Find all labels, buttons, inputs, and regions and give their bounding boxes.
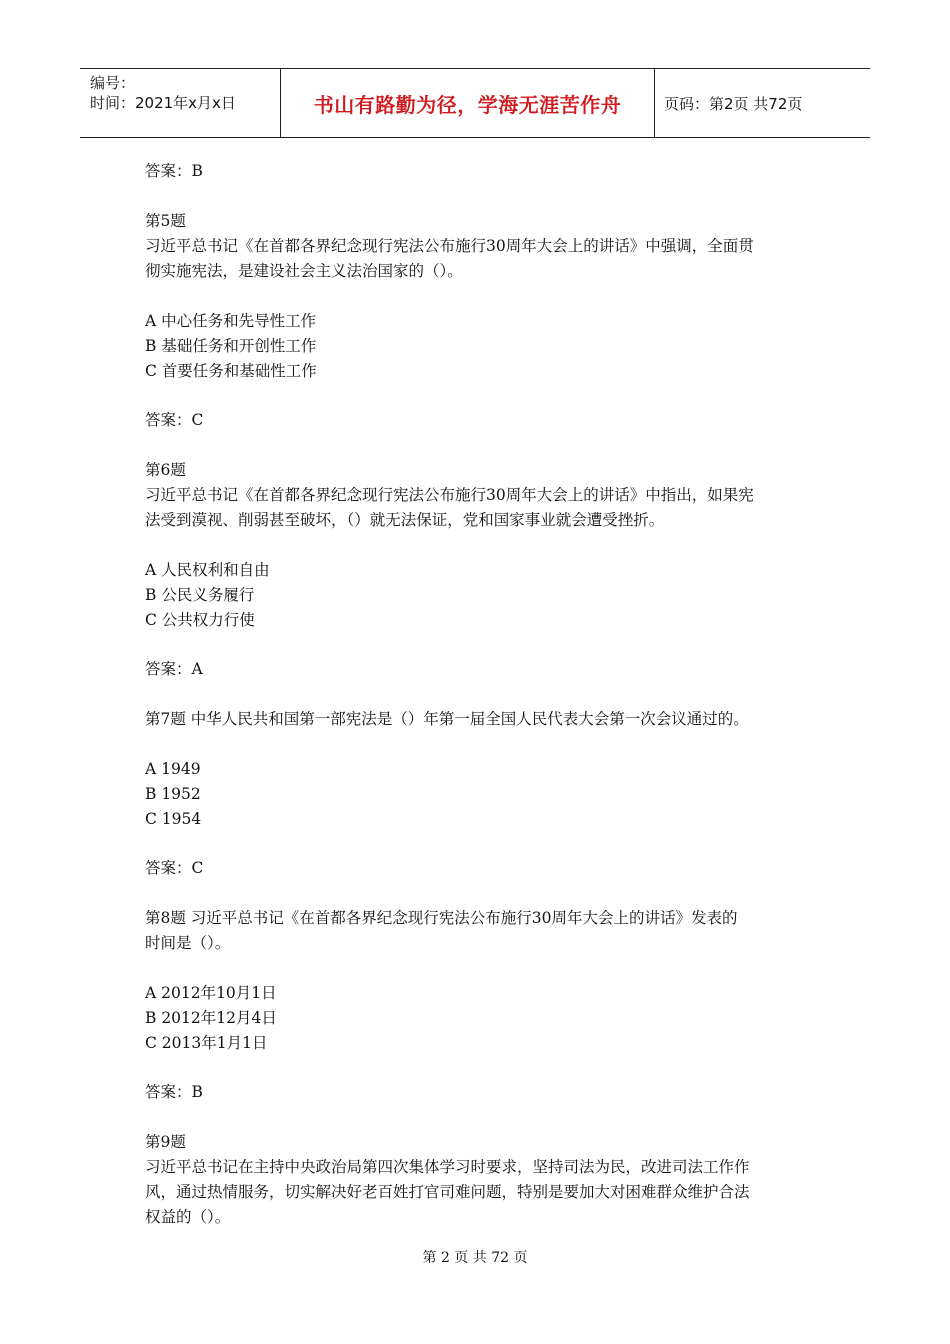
header-meta	[80, 69, 280, 137]
question-text: 习近平总书记《在首都各界纪念现行宪法公布施行30周年大会上的讲话》中指出，如果宪	[145, 486, 754, 504]
question-text: 第8题 习近平总书记《在首都各界纪念现行宪法公布施行30周年大会上的讲话》发表的	[145, 909, 738, 927]
option-b: B 2012年12月4日	[145, 1009, 277, 1027]
question-text: 习近平总书记《在首都各界纪念现行宪法公布施行30周年大会上的讲话》中强调，全面贯	[145, 237, 754, 255]
answer-line: 答案：B	[145, 1083, 203, 1101]
question-text: 时间是（）。	[145, 934, 231, 952]
answer-line: 答案：A	[145, 660, 203, 678]
option-c: C 1954	[145, 810, 202, 828]
option-c: C 2013年1月1日	[145, 1034, 268, 1052]
question-text: 彻实施宪法，是建设社会主义法治国家的（）。	[145, 262, 463, 280]
option-a: A 人民权利和自由	[145, 561, 270, 579]
option-b: B 1952	[145, 785, 201, 803]
option-c: C 公共权力行使	[145, 611, 255, 629]
option-b: B 基础任务和开创性工作	[145, 337, 317, 355]
header-page-info: 页码：第2页 共72页	[664, 94, 803, 113]
answer-line: 答案：C	[145, 411, 204, 429]
motto-text: 书山有路勤为径，学海无涯苦作舟	[313, 92, 622, 117]
answer-line: 答案：C	[145, 859, 204, 877]
option-a: A 中心任务和先导性工作	[145, 312, 317, 330]
header-motto-cell	[280, 69, 655, 137]
question-text: 权益的（）。	[145, 1208, 231, 1226]
option-a: A 2012年10月1日	[145, 984, 277, 1002]
question-text: 风，通过热情服务，切实解决好老百姓打官司难问题，特别是要加大对困难群众维护合法	[145, 1183, 750, 1201]
question-text: 第7题 中华人民共和国第一部宪法是（）年第一届全国人民代表大会第一次会议通过的。	[145, 710, 749, 728]
option-c: C 首要任务和基础性工作	[145, 362, 317, 380]
document-number-label: 编号：	[90, 74, 136, 92]
question-text: 法受到漠视、削弱甚至破坏，（）就无法保证，党和国家事业就会遭受挫折。	[145, 511, 665, 529]
document-time-label: 时间：2021年x月x日	[90, 94, 236, 112]
answer-line: 答案：B	[145, 162, 203, 180]
page-header	[80, 68, 870, 138]
question-title: 第6题	[145, 461, 186, 479]
question-title: 第9题	[145, 1133, 186, 1151]
header-page-cell	[654, 69, 870, 137]
question-title: 第5题	[145, 212, 186, 230]
question-text: 习近平总书记在主持中央政治局第四次集体学习时要求，坚持司法为民，改进司法工作作	[145, 1158, 750, 1176]
option-b: B 公民义务履行	[145, 586, 255, 604]
option-a: A 1949	[145, 760, 201, 778]
page-footer: 第 2 页 共 72 页	[422, 1250, 528, 1266]
